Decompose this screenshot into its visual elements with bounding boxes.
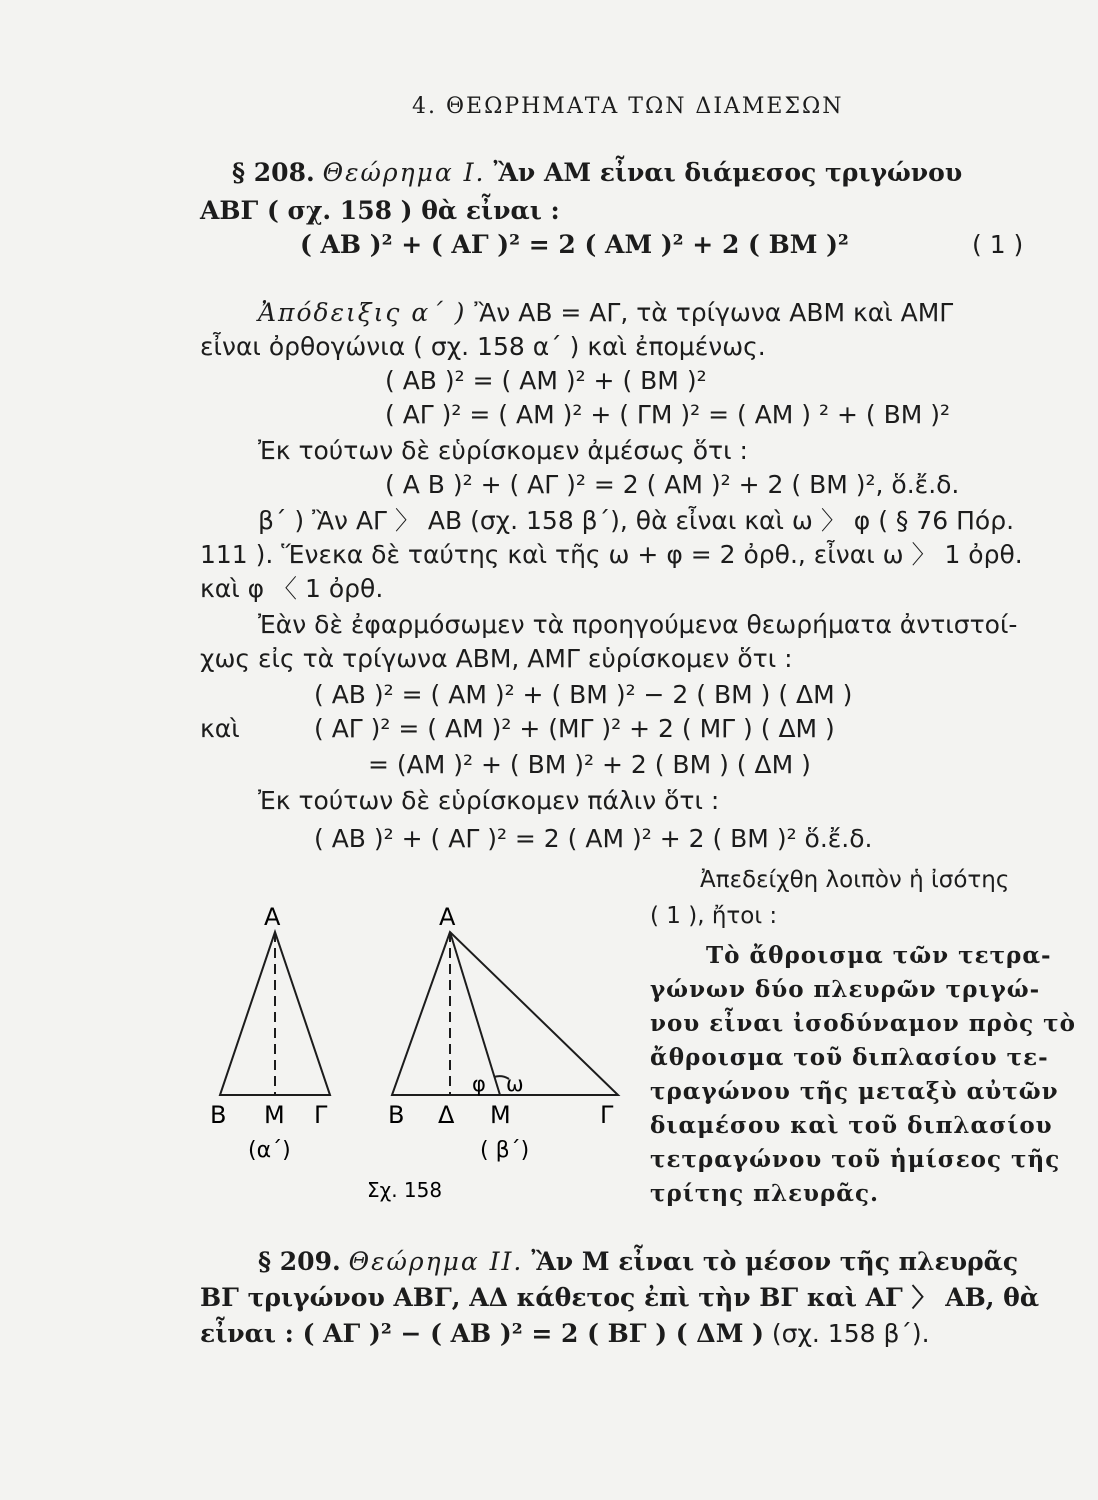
theorem-text-7: τετραγώνου τοῦ ἡμίσεος τῆς (650, 1146, 1061, 1173)
section-number-209: § 209. (258, 1247, 341, 1276)
section-number-208: § 208. (232, 158, 315, 187)
proof-eq-2: ( ΑΓ )² = ( ΑΜ )² + ( ΓΜ )² = ( ΑΜ ) ² + ( ΒΜ )² (385, 400, 951, 429)
proof-kai: καὶ (200, 714, 240, 743)
theorem-label-208: Θεώρημα Ι. (322, 158, 486, 187)
figure-b (392, 932, 618, 1095)
formula-tag: ( 1 ) (972, 230, 1024, 259)
theorem-text-8: τρίτης πλευρᾶς. (650, 1180, 880, 1207)
main-formula: ( ΑΒ )² + ( ΑΓ )² = 2 ( ΑΜ )² + 2 ( ΒΜ )² (300, 230, 849, 259)
proof-eq-6: = (ΑΜ )² + ( ΒΜ )² + 2 ( ΒΜ ) ( ΔΜ ) (368, 750, 811, 779)
proof-eq-7: ( ΑΒ )² + ( ΑΓ )² = 2 ( ΑΜ )² + 2 ( ΒΜ )² ὅ.ἔ.δ. (314, 824, 873, 853)
triangle-b (392, 932, 618, 1095)
label-b-vertex-G: Γ (600, 1101, 614, 1129)
theorem-209-ref: (σχ. 158 β΄). (763, 1319, 930, 1348)
theorem-statement-208: Ἂν ΑΜ εἶναι διάμεσος τριγώνου (493, 158, 963, 187)
label-a-vertex-B: Β (210, 1101, 227, 1129)
theorem-208-line-2: ΑΒΓ ( σχ. 158 ) θὰ εἶναι : (200, 196, 560, 225)
theorem-statement-209: Ἂν Μ εἶναι τὸ μέσον τῆς πλευρᾶς (531, 1247, 1019, 1276)
proof-label: Ἀπόδειξις α΄ ) (258, 298, 467, 327)
label-a-vertex-M: Μ (264, 1101, 285, 1129)
proof-eq-3: ( Α Β )² + ( ΑΓ )² = 2 ( ΑΜ )² + 2 ( ΒΜ )², ὅ.ἔ.δ. (385, 470, 960, 499)
label-b-vertex-D: Δ (438, 1101, 455, 1129)
proof-line-4: β΄ ) Ἂν ΑΓ 〉 ΑΒ (σχ. 158 β΄), θὰ εἶναι καὶ ω 〉 φ ( § 76 Πόρ. (258, 506, 1015, 535)
theorem-text-1: Τὸ ἄθροισμα τῶν τετρα- (706, 942, 1052, 969)
proof-line-3: Ἐκ τούτων δὲ εὑρίσκομεν ἀμέσως ὅτι : (258, 436, 748, 465)
label-b-angle-omega: ω (506, 1072, 524, 1096)
proof-line-6: καὶ φ 〈 1 ὀρθ. (200, 574, 384, 603)
figure-caption: Σχ. 158 (367, 1178, 443, 1202)
proof-eq-5: ( ΑΓ )² = ( ΑΜ )² + (ΜΓ )² + 2 ( ΜΓ ) ( ΔΜ ) (314, 714, 835, 743)
label-b-vertex-B: Β (388, 1101, 405, 1129)
label-a-vertex-A: Α (264, 903, 281, 931)
proof-line-9: Ἐκ τούτων δὲ εὑρίσκομεν πάλιν ὅτι : (258, 786, 720, 815)
label-b-angle-phi: φ (472, 1072, 486, 1096)
proof-line-7: Ἐὰν δὲ ἐφαρμόσωμεν τὰ προηγούμενα θεωρήματα ἀντιστοί- (258, 610, 1018, 639)
section-heading: 4. ΘΕΩΡΗΜΑΤΑ ΤΩΝ ΔΙΑΜΕΣΩΝ (412, 94, 844, 119)
theorem-text-3: νου εἶναι ἰσοδύναμον πρὸς τὸ (650, 1010, 1076, 1037)
proof-text-1: Ἂν ΑΒ = ΑΓ, τὰ τρίγωνα ΑΒΜ καὶ ΑΜΓ (466, 298, 954, 327)
label-a-vertex-G: Γ (314, 1101, 328, 1129)
theorem-209-line-2: ΒΓ τριγώνου ΑΒΓ, ΑΔ κάθετος ἐπὶ τὴν ΒΓ καὶ ΑΓ 〉 ΑΒ, θὰ (200, 1283, 1040, 1312)
theorem-text-4: ἄθροισμα τοῦ διπλασίου τε- (650, 1044, 1049, 1071)
theorem-text-5: τραγώνου τῆς μεταξὺ αὐτῶν (650, 1078, 1059, 1105)
label-a-sub: (α΄) (248, 1138, 291, 1163)
proof-line-8: χως εἰς τὰ τρίγωνα ΑΒΜ, ΑΜΓ εὑρίσκομεν ὅτι : (200, 644, 793, 673)
figure-a (220, 932, 330, 1095)
theorem-209-line-1 (258, 1247, 1018, 1277)
label-b-vertex-A: Α (439, 903, 456, 931)
theorem-text-6: διαμέσου καὶ τοῦ διπλασίου (650, 1112, 1053, 1139)
proof-line-2: εἶναι ὀρθογώνια ( σχ. 158 α΄ ) καὶ ἐπομένως. (200, 332, 766, 361)
theorem-text-2: γώνων δύο πλευρῶν τριγώ- (650, 976, 1041, 1003)
theorem-label-209: Θεώρημα ΙΙ. (348, 1247, 524, 1276)
proof-eq-1: ( ΑΒ )² = ( ΑΜ )² + ( ΒΜ )² (385, 366, 707, 395)
figure-158 (200, 895, 640, 1215)
conclusion-line-2: ( 1 ), ἤτοι : (650, 903, 778, 929)
conclusion-line-1: Ἀπεδείχθη λοιπὸν ἡ ἰσότης (700, 867, 1010, 893)
theorem-209-formula: εἶναι : ( ΑΓ )² − ( ΑΒ )² = 2 ( ΒΓ ) ( ΔΜ ) (200, 1319, 764, 1348)
theorem-209-line-3 (200, 1319, 930, 1349)
label-b-vertex-M: Μ (490, 1101, 511, 1129)
label-b-sub: ( β΄) (480, 1138, 530, 1163)
theorem-208-line-1 (232, 158, 962, 188)
proof-eq-4: ( ΑΒ )² = ( ΑΜ )² + ( ΒΜ )² − 2 ( ΒΜ ) ( ΔΜ ) (314, 680, 853, 709)
proof-line-1 (258, 298, 953, 328)
proof-line-5: 111 ). Ἕνεκα δὲ ταύτης καὶ τῆς ω + φ = 2 ὀρθ., εἶναι ω 〉 1 ὀρθ. (200, 540, 1023, 569)
